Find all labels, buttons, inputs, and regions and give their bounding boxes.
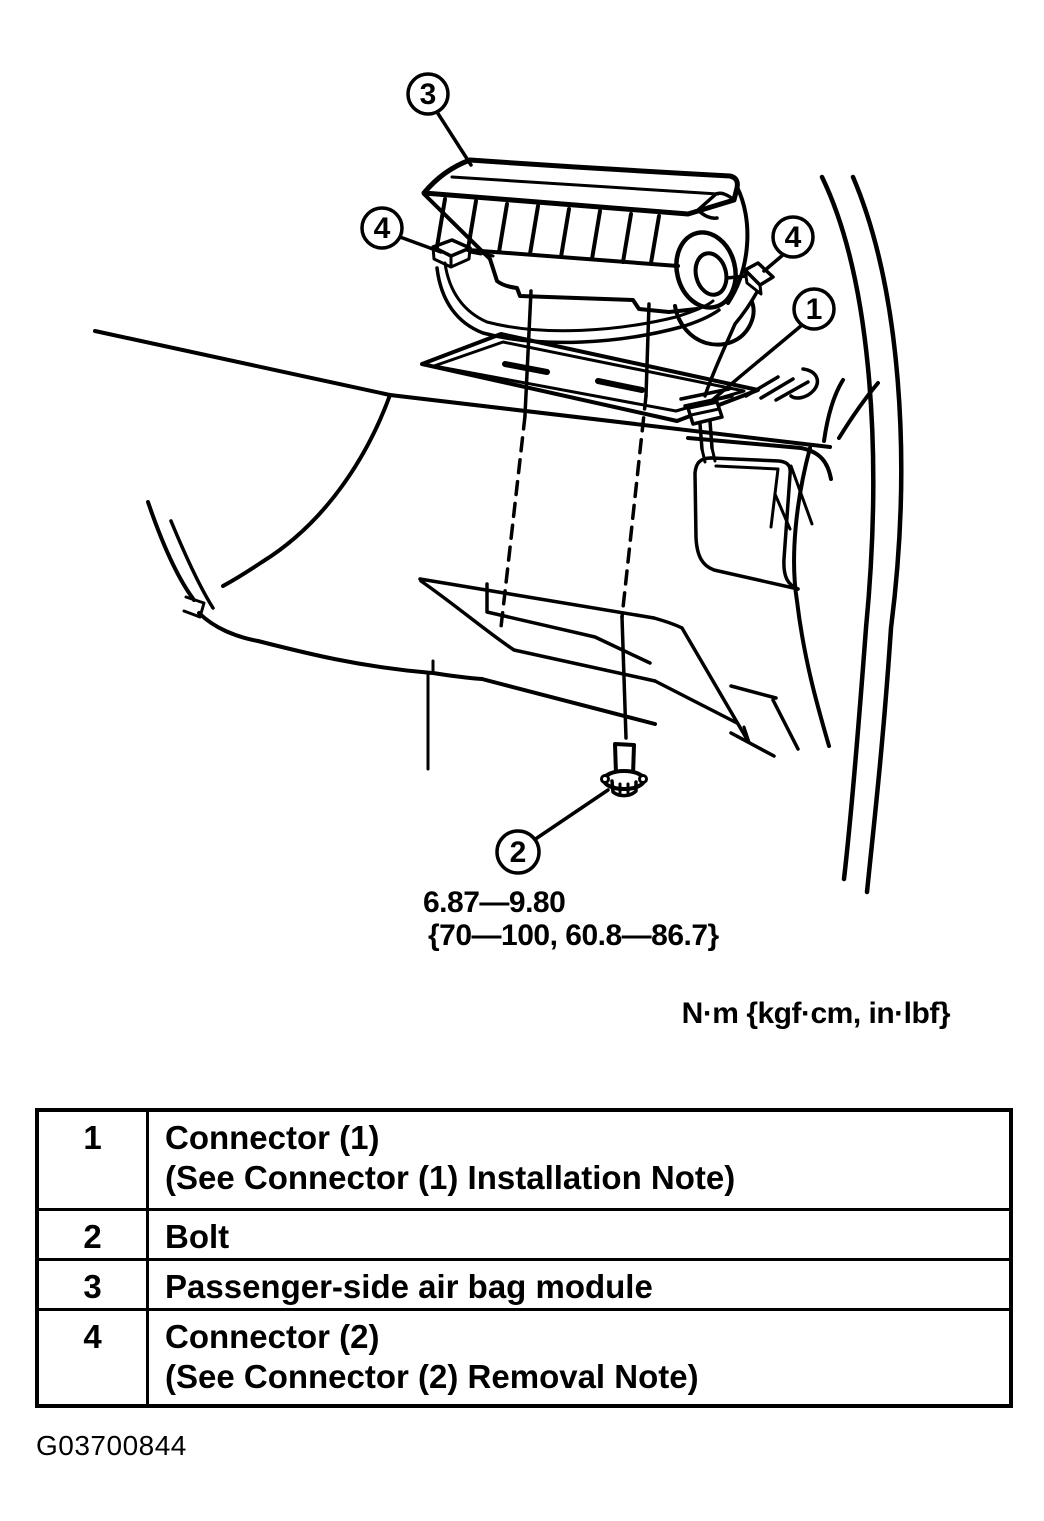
torque-units: N·m {kgf·cm, in·lbf} <box>681 997 950 1030</box>
callout-3-label: 3 <box>419 78 437 111</box>
legend-item-desc: Bolt <box>165 1218 230 1255</box>
legend-item-note: (See Connector (2) Removal Note) <box>165 1358 699 1395</box>
callout-4-right-label: 4 <box>784 221 802 254</box>
torque-alt-range: {70—100, 60.8—86.7} <box>428 919 719 952</box>
callout-1-label: 1 <box>805 293 823 326</box>
wiring-harness <box>433 240 773 462</box>
legend-item-desc: Connector (2) <box>165 1318 380 1355</box>
callout-4-left-label: 4 <box>373 212 391 245</box>
module-lid <box>424 160 737 214</box>
legend-item-number: 4 <box>39 1311 149 1405</box>
table-row <box>39 1112 1009 1208</box>
callout-2 <box>497 790 608 873</box>
table-row <box>39 1208 1009 1258</box>
table-row <box>39 1258 1009 1308</box>
legend-item-desc: Passenger-side air bag module <box>165 1268 653 1305</box>
legend-item-note: (See Connector (1) Installation Note) <box>165 1159 736 1196</box>
figure-id: G03700844 <box>36 1430 187 1461</box>
callout-4-right <box>764 217 813 271</box>
legend-table <box>35 1108 1013 1408</box>
callout-2-label: 2 <box>509 836 527 869</box>
legend-item-desc: Connector (1) <box>165 1119 380 1156</box>
door-and-pillar <box>688 177 901 892</box>
torque-spec <box>423 886 951 1030</box>
torque-value-range: 6.87—9.80 <box>423 886 566 919</box>
legend-item-number: 2 <box>39 1211 149 1265</box>
defroster-vent-hatching <box>746 369 817 400</box>
table-row <box>39 1308 1009 1404</box>
callout-3 <box>408 74 471 165</box>
legend-item-number: 3 <box>39 1261 149 1315</box>
callout-4-left <box>362 208 441 252</box>
mounting-bolt <box>602 744 647 796</box>
legend-item-number: 1 <box>39 1112 149 1208</box>
